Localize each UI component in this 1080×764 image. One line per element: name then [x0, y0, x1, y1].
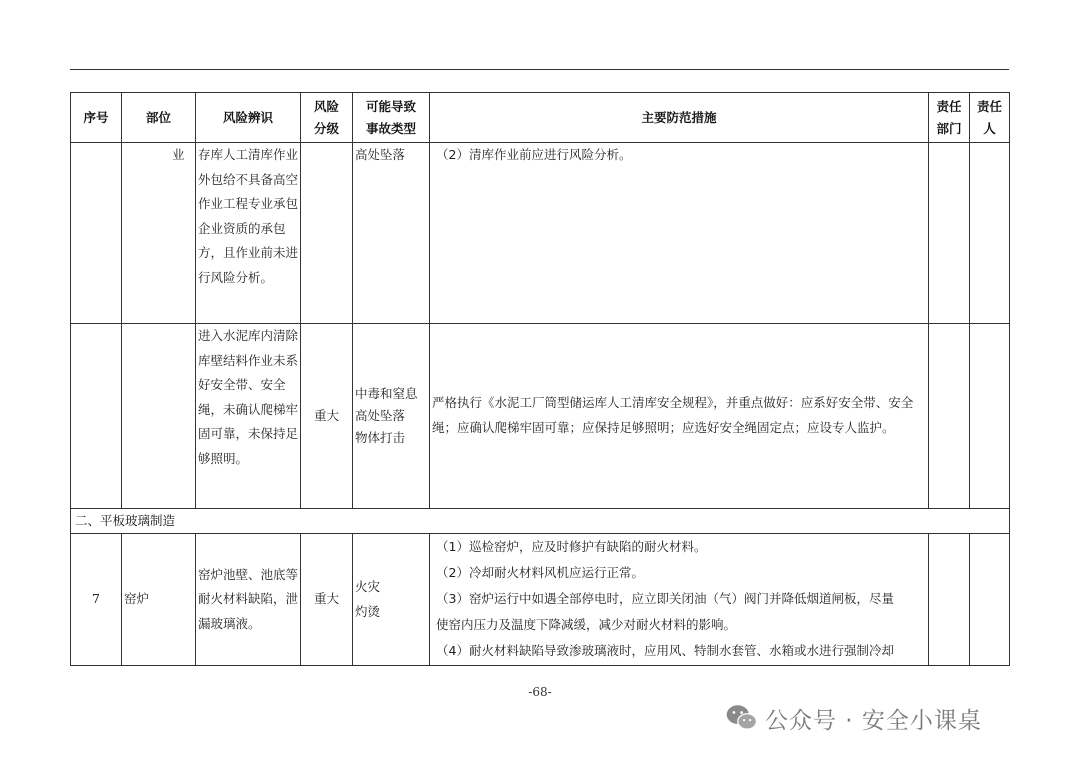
wechat-icon — [725, 703, 759, 733]
measure-line: （4）耐火材料缺陷导致渗玻璃液时，应用风、特制水套管、水箱或水进行强制冷却 — [436, 643, 894, 658]
cell-dept — [929, 534, 970, 666]
table-row — [71, 324, 1010, 509]
cell-part: 业 — [122, 143, 196, 324]
measure-line: （2）冷却耐火材料风机应运行正常。 — [436, 565, 644, 580]
measure-line: （1）巡检窑炉，应及时修护有缺陷的耐火材料。 — [436, 539, 707, 554]
watermark — [725, 701, 982, 735]
watermark-text: 公众号 · 安全小课桌 — [765, 707, 982, 734]
cell-level: 重大 — [301, 534, 353, 666]
cell-accident — [353, 324, 430, 509]
cell-dept — [929, 324, 970, 509]
table-row — [71, 143, 1010, 324]
risk-table — [70, 92, 1010, 666]
cell-accident: 高处坠落 — [353, 143, 430, 324]
section-title: 二、平板玻璃制造 — [71, 509, 1010, 534]
accident-type: 火灾 — [355, 578, 381, 594]
accident-type: 高处坠落 — [355, 408, 406, 423]
cell-part — [122, 324, 196, 509]
cell-risk: 存库人工清库作业外包给不具备高空作业工程专业承包企业资质的承包方，且作业前未进行风险分析。 — [196, 143, 301, 324]
header-rule — [70, 69, 1009, 70]
cell-person — [970, 534, 1010, 666]
header-measures: 主要防范措施 — [430, 93, 929, 143]
cell-level: 重大 — [301, 324, 353, 509]
header-seq: 序号 — [71, 93, 122, 143]
cell-risk: 进入水泥库内清除库壁结料作业未系好安全带、安全绳，未确认爬梯牢固可靠，未保持足够照明。 — [196, 324, 301, 509]
table-header-row — [71, 93, 1010, 143]
measure-line: （2）清库作业前应进行风险分析。 — [436, 147, 632, 162]
cell-person — [970, 143, 1010, 324]
section-row — [71, 509, 1010, 534]
header-part: 部位 — [122, 93, 196, 143]
measure-line: 使窑内压力及温度下降减缓，减少对耐火材料的影响。 — [436, 617, 737, 632]
cell-person — [970, 324, 1010, 509]
cell-measures — [430, 324, 929, 509]
page-number: -68- — [528, 685, 552, 699]
cell-seq — [71, 324, 122, 509]
cell-part: 窑炉 — [122, 534, 196, 666]
table-row — [71, 534, 1010, 666]
header-level: 风险分级 — [301, 93, 353, 143]
cell-accident — [353, 534, 430, 666]
cell-seq: 7 — [71, 534, 122, 666]
accident-type: 中毒和窒息 — [355, 386, 418, 401]
accident-type: 物体打击 — [355, 430, 406, 445]
cell-seq — [71, 143, 122, 324]
cell-measures — [430, 143, 929, 324]
measure-paragraph: 严格执行《水泥工厂筒型储运库人工清库安全规程》，并重点做好：应系好安全带、安全绳；应确认爬梯牢固可靠；应保持足够照明；应选好安全绳固定点；应设专人监护。 — [432, 395, 914, 435]
header-dept: 责任部门 — [929, 93, 970, 143]
header-person: 责任人 — [970, 93, 1010, 143]
accident-type: 灼烫 — [355, 603, 381, 619]
cell-level — [301, 143, 353, 324]
header-accident: 可能导致事故类型 — [353, 93, 430, 143]
cell-dept — [929, 143, 970, 324]
measure-line: （3）窑炉运行中如遇全部停电时，应立即关闭油（气）阀门并降低烟道闸板，尽量 — [436, 591, 894, 606]
cell-risk: 窑炉池壁、池底等耐火材料缺陷，泄漏玻璃液。 — [196, 534, 301, 666]
cell-measures — [430, 534, 929, 666]
header-risk: 风险辨识 — [196, 93, 301, 143]
